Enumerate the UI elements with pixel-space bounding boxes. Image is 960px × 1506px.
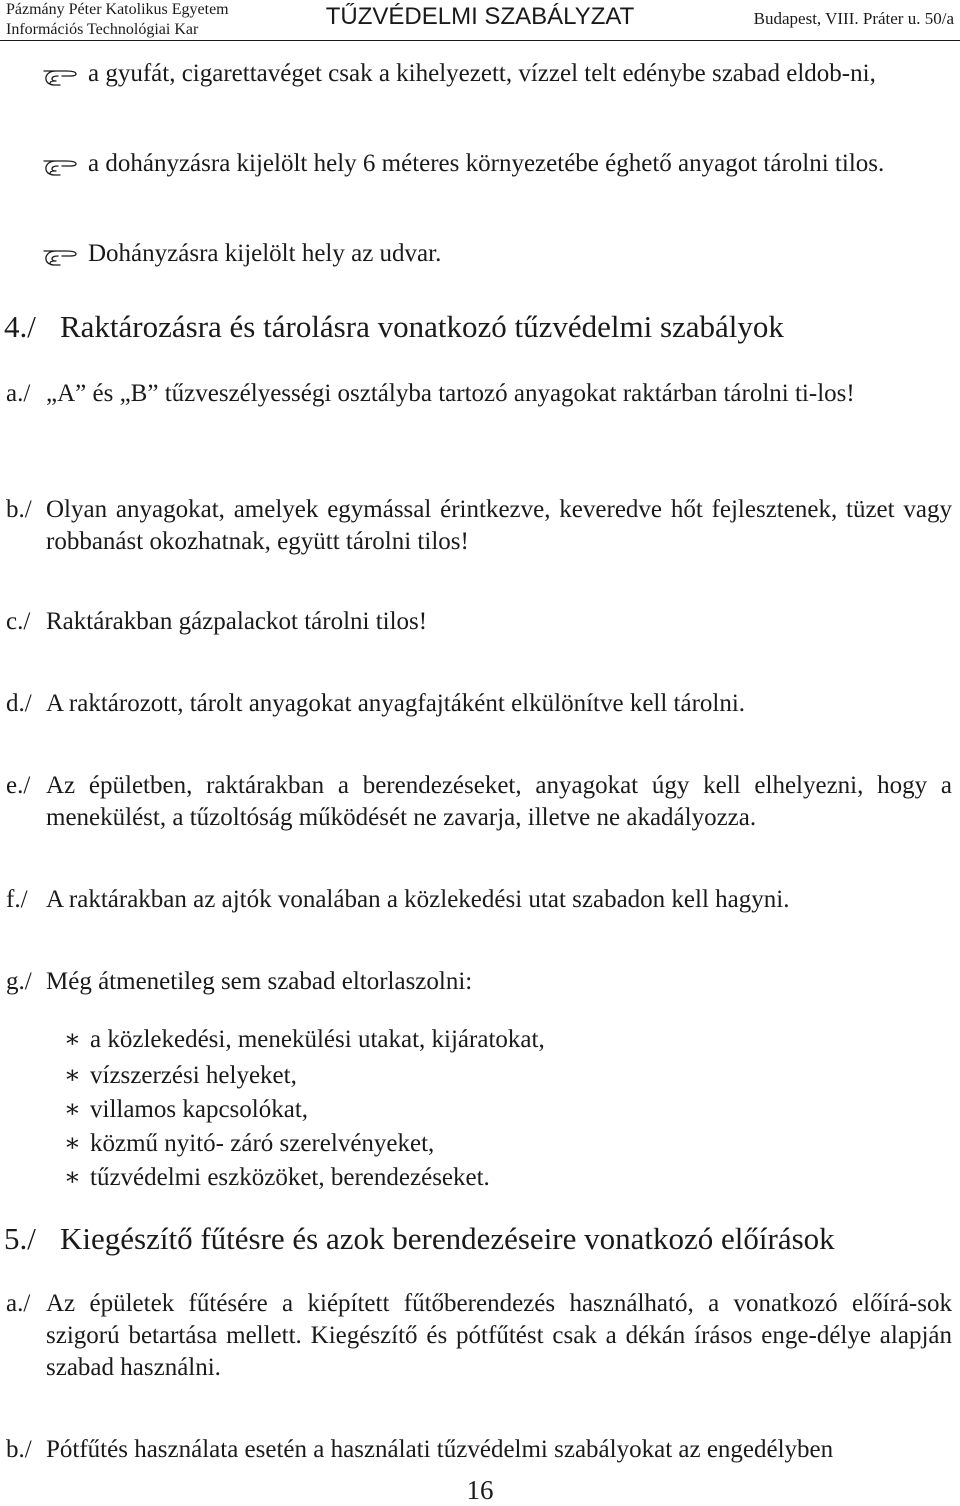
asterisk-icon: ∗ — [64, 1062, 81, 1089]
rule-item-f — [0, 884, 952, 918]
asterisk-item-text: tűzvédelmi eszközöket, berendezéseket. — [90, 1164, 490, 1191]
item-label: a./ — [6, 380, 31, 407]
section-title: Kiegészítő fűtésre és azok berendezéseire vonatkozó előírások — [60, 1221, 835, 1256]
asterisk-icon: ∗ — [64, 1096, 81, 1123]
item-label: g./ — [6, 968, 32, 995]
asterisk-item-text: közmű nyitó- záró szerelvényeket, — [90, 1130, 435, 1157]
asterisk-list-item — [0, 1094, 952, 1128]
pointer-item-text: Dohányzásra kijelölt hely az udvar. — [88, 240, 442, 267]
item-text: Raktárakban gázpalackot tárolni tilos! — [46, 608, 428, 635]
section-heading-4 — [4, 308, 952, 346]
item-text: Az épületben, raktárakban a berendezéseket, anyagokat úgy kell elhelyezni, hogy a menekülést, a tűzoltóság működését ne zavarja, illetve ne akadályozza. — [46, 772, 952, 831]
page-number: 16 — [466, 1475, 494, 1505]
item-label: b./ — [6, 496, 32, 523]
pointer-list-item — [0, 148, 952, 216]
asterisk-icon: ∗ — [64, 1130, 81, 1157]
institution-name: Pázmány Péter Katolikus Egyetem — [6, 1, 229, 18]
item-text: Még átmenetileg sem szabad eltorlaszolni: — [46, 968, 473, 995]
section-number: 5./ — [4, 1221, 36, 1256]
asterisk-icon: ∗ — [64, 1026, 81, 1053]
pointing-hand-icon — [42, 152, 80, 176]
section-number: 4./ — [4, 309, 36, 344]
rule-item-d — [0, 688, 952, 722]
rule-item-g — [0, 966, 952, 1000]
item-text: A raktározott, tárolt anyagokat anyagfajtáként elkülönítve kell tárolni. — [46, 690, 746, 717]
item-text: „A” és „B” tűzveszélyességi osztályba tartozó anyagokat raktárban tárolni ti-los! — [46, 380, 855, 407]
pointer-item-text: a gyufát, cigarettavéget csak a kihelyezett, vízzel telt edénybe szabad eldob-ni, — [88, 60, 876, 87]
asterisk-list-item — [0, 1162, 952, 1196]
item-label: d./ — [6, 690, 32, 717]
pointer-item-text: a dohányzásra kijelölt hely 6 méteres környezetébe éghető anyagot tárolni tilos. — [88, 150, 885, 177]
asterisk-item-text: vízszerzési helyeket, — [90, 1062, 297, 1089]
asterisk-list-item — [0, 1024, 952, 1058]
pointing-hand-icon — [42, 242, 80, 266]
faculty-name: Információs Technológiai Kar — [6, 21, 199, 38]
asterisk-item-text: a közlekedési, menekülési utakat, kijáratokat, — [90, 1026, 545, 1053]
item-text: Olyan anyagokat, amelyek egymással érintkezve, keveredve hőt fejlesztenek, tüzet vagy robbanást okozhatnak, együtt tárolni tilos! — [46, 496, 952, 555]
item-label: b./ — [6, 1436, 32, 1463]
rule-item-5a — [0, 1288, 952, 1388]
item-label: a./ — [6, 1290, 31, 1317]
item-label: c./ — [6, 608, 31, 635]
pointing-hand-icon — [42, 62, 80, 86]
item-text: A raktárakban az ajtók vonalában a közlekedési utat szabadon kell hagyni. — [46, 886, 790, 913]
header-address: Budapest, VIII. Práter u. 50/a — [753, 9, 954, 28]
pointer-list-item — [0, 58, 952, 126]
rule-item-e — [0, 770, 952, 836]
pointer-list-item — [0, 238, 952, 272]
asterisk-icon: ∗ — [64, 1164, 81, 1191]
rule-item-5b — [0, 1434, 952, 1468]
document-title: TŰZVÉDELMI SZABÁLYZAT — [325, 3, 635, 30]
section-heading-5 — [4, 1220, 952, 1258]
asterisk-item-text: villamos kapcsolókat, — [90, 1096, 309, 1123]
rule-item-c — [0, 606, 952, 640]
rule-item-b — [0, 494, 952, 560]
section-title: Raktározásra és tárolásra vonatkozó tűzvédelmi szabályok — [60, 309, 784, 344]
rule-item-a — [0, 378, 952, 444]
asterisk-list-item — [0, 1060, 952, 1094]
item-label: e./ — [6, 772, 31, 799]
item-text: Az épületek fűtésére a kiépített fűtőberendezés használható, a vonatkozó előírá-sok szigorú betartása mellett. Kiegészítő és pótfűtést csak a dékán írásos enge-délye alapján szabad használni. — [46, 1290, 952, 1381]
asterisk-list-item — [0, 1128, 952, 1162]
header-divider — [0, 40, 960, 41]
item-label: f./ — [6, 886, 28, 913]
item-text: Pótfűtés használata esetén a használati tűzvédelmi szabályokat az engedélyben — [46, 1436, 834, 1463]
